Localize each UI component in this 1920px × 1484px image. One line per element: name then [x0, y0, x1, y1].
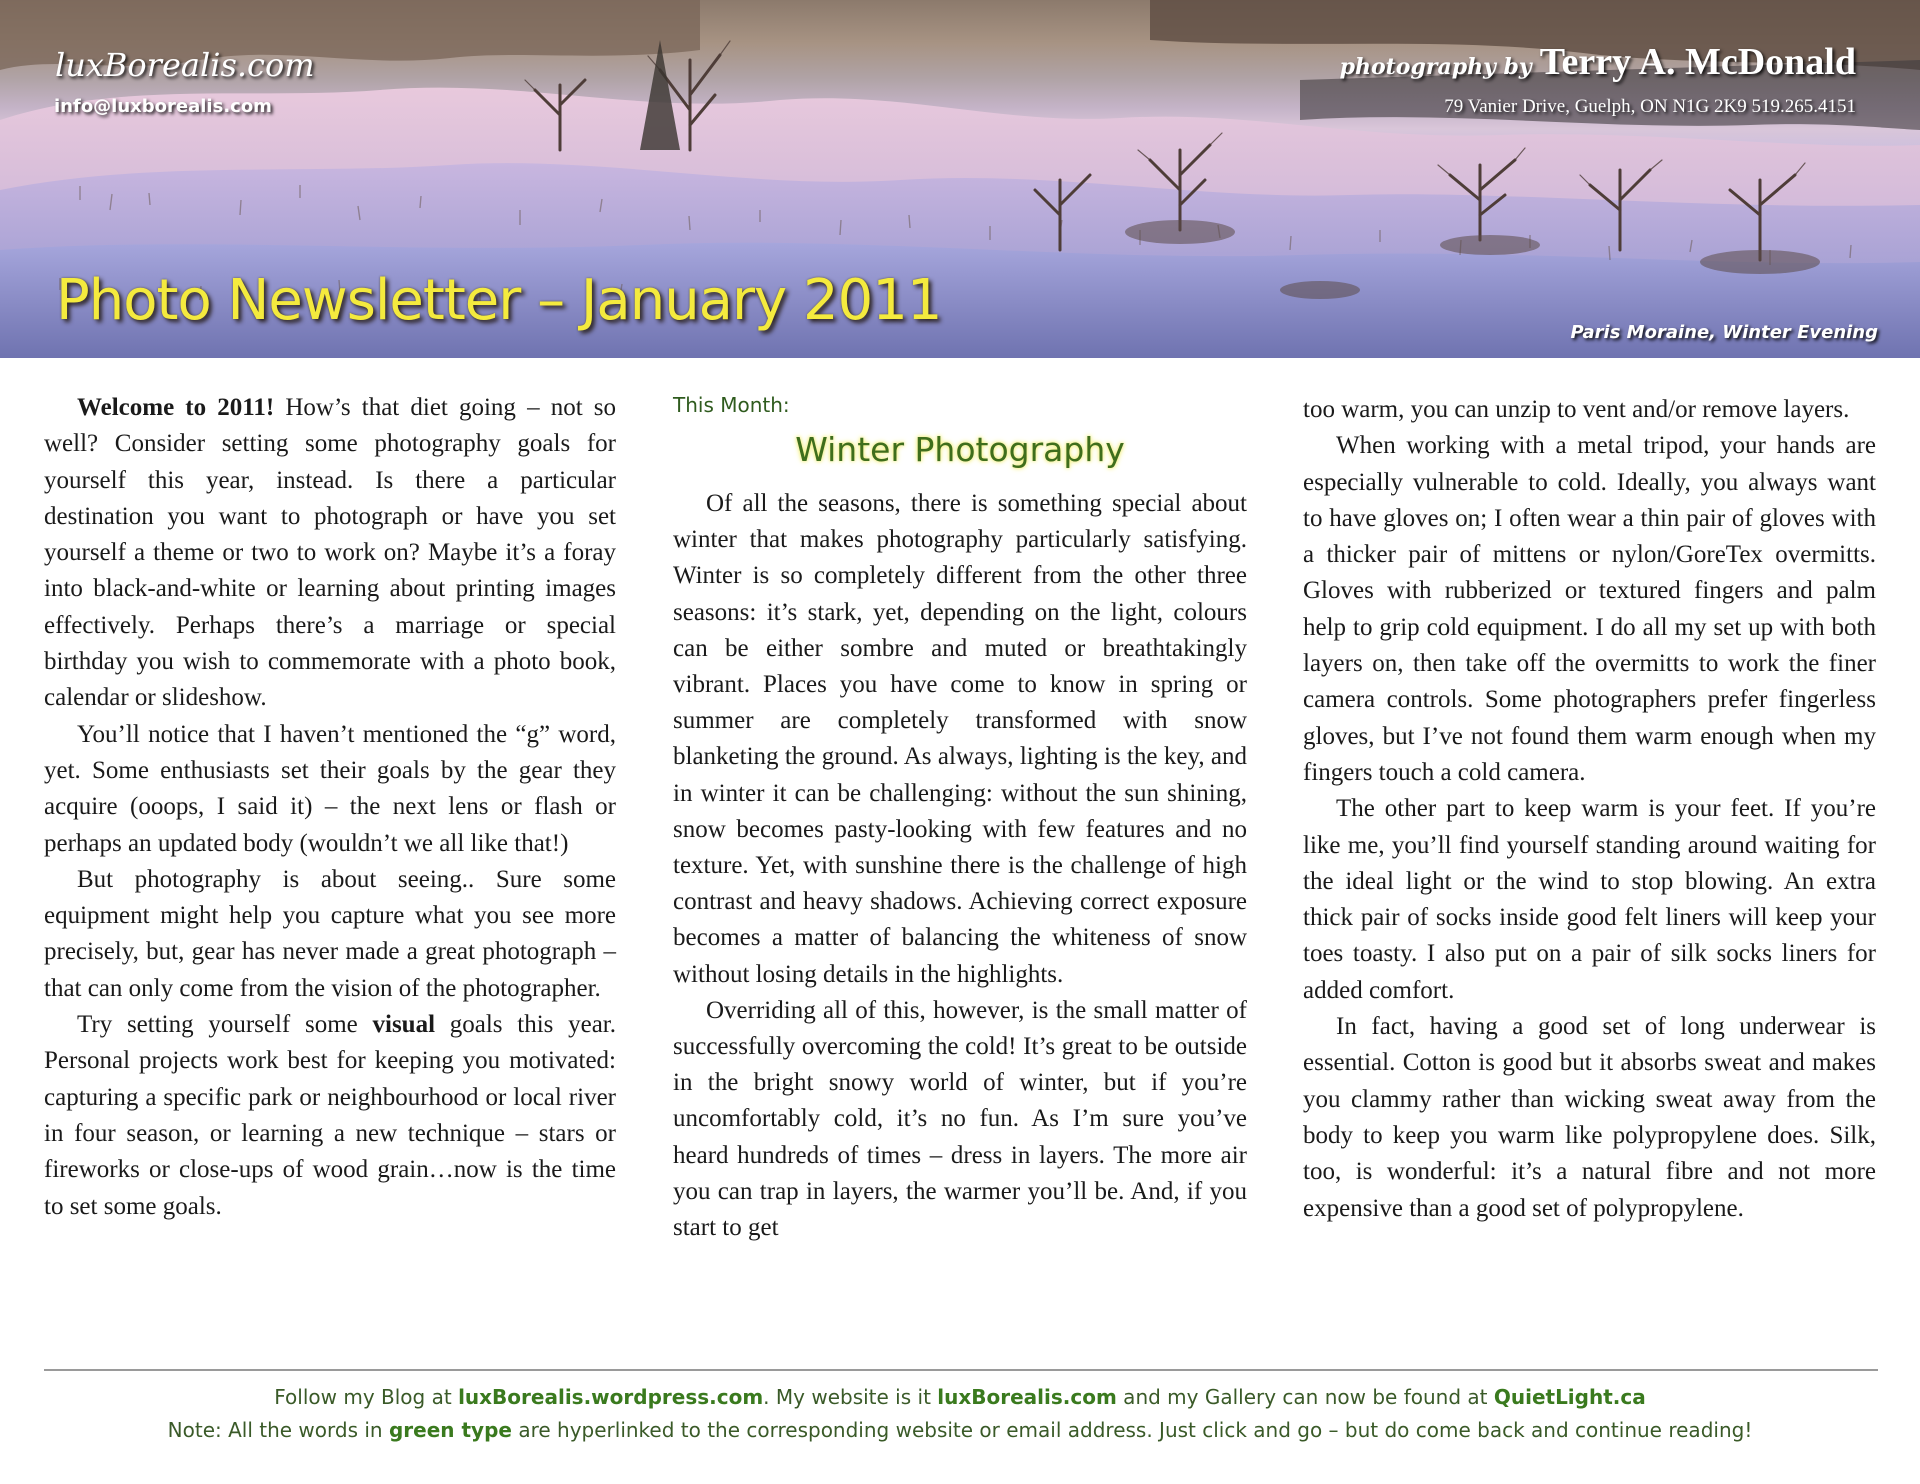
paragraph-text: Try setting yourself some — [77, 1011, 373, 1039]
paragraph: Overriding all of this, however, is the small matter of successfully overcoming the cold! It’s great to be outside in the bright snowy world of winter, but if you’re uncomfortably cold, it’s no fun. As I’m sure you’ve heard hundreds of times – dress in layers. The more air you can trap in layers, the warmer you’ll be. And, if you start to get — [673, 996, 1247, 1242]
contact-address: 79 Vanier Drive, Guelph, ON N1G 2K9 519.265.4151 — [1444, 96, 1856, 117]
paragraph: Of all the seasons, there is something special about winter that makes photography particularly satisfying. Winter is so completely different from the other three seasons: it’s stark, yet, depending on the light, colours can be either sombre and muted or breathtakingly vibrant. Places you have come to know in spring or summer are completely transformed with snow blanketing the ground. As always, lighting is the key, and in winter it can be challenging: without the sun shining, snow becomes pasty-looking with few features and no texture. Yet, with sunshine there is the challenge of high contrast and heavy shadows. Achieving correct exposure becomes a matter of balancing the whiteness of snow without losing details in the highlights. — [673, 490, 1247, 988]
paragraph: But photography is about seeing.. Sure some equipment might help you capture what you see more precisely, but, gear has never made a great photograph – that can only come from the vision of the photographer. — [44, 865, 616, 1002]
column-welcome — [44, 390, 616, 1225]
paragraph: The other part to keep warm is your feet. If you’re like me, you’ll find yourself standing around waiting for the ideal light or the wind to stop blowing. An extra thick pair of socks inside good felt liners will keep your toes toasty. I also put on a pair of silk socks liners for added comfort. — [1303, 795, 1876, 1004]
photographer-name: Terry A. McDonald — [1539, 41, 1856, 83]
emphasis-visual: visual — [372, 1011, 436, 1039]
this-month-label: This Month: — [673, 393, 790, 417]
section-title: Winter Photography — [795, 430, 1125, 469]
footer-links-line — [0, 1385, 1920, 1409]
paragraph-text: goals this year. Personal projects work best for keeping you motivated: capturing a specific park or neighbourhood or local river in four season, or learning a new technique – stars or fireworks or close-ups of wood grain…now is the time to set some goals. — [44, 1011, 617, 1220]
paragraph: You’ll notice that I haven’t mentioned the “g” word, yet. Some enthusiasts set their goals by the gear they acquire (ooops, I said it) – the next lens or flash or perhaps an updated body (wouldn’t we all like that!) — [44, 720, 616, 857]
blog-link[interactable]: luxBorealis.wordpress.com — [458, 1385, 764, 1409]
footer-text: are hyperlinked to the corresponding website or email address. Just click and go – but do come back and continue reading! — [511, 1418, 1753, 1442]
byline-prefix: photography by — [1339, 54, 1532, 80]
footer-text: . My website is it — [763, 1385, 938, 1409]
footer-text: Note: All the words in — [167, 1418, 389, 1442]
article-body — [673, 486, 1247, 1246]
photographer-byline — [1340, 40, 1856, 84]
footer-text: and my Gallery can now be found at — [1116, 1385, 1494, 1409]
footer-note-line — [0, 1418, 1920, 1442]
paragraph — [44, 390, 616, 717]
paragraph — [44, 1007, 616, 1225]
green-type-emphasis: green type — [388, 1418, 512, 1442]
footer-text: Follow my Blog at — [274, 1385, 459, 1409]
column-winter-photography — [673, 392, 1247, 1246]
paragraph-text: How’s that diet going – not so well? Consider setting some photography goals for yourself this year, instead. Is there a particular destination you want to photograph or have you set yourself a theme or two to work on? Maybe it’s a foray into black-and-white or learning about printing images effectively. Perhaps there’s a marriage or special birthday you wish to commemorate with a photo book, calendar or slideshow. — [44, 394, 616, 712]
paragraph: When working with a metal tripod, your hands are especially vulnerable to cold. Ideally, you always want to have gloves on; I often wear a thin pair of gloves with a thicker pair of mittens or nylon/GoreTex overmitts. Gloves with rubberized or textured fingers and palm help to grip cold equipment. I do all my set up with both layers on, then take off the overmitts to work the finer camera controls. Some photographers prefer fingerless gloves, but I’ve not found them warm enough when my fingers touch a cold camera. — [1303, 432, 1876, 786]
header-banner — [0, 0, 1920, 358]
newsletter-title: Photo Newsletter – January 2011 — [56, 268, 942, 333]
welcome-heading: Welcome to 2011! — [77, 394, 275, 421]
photo-caption: Paris Moraine, Winter Evening — [1570, 322, 1878, 343]
footer-divider — [44, 1369, 1878, 1371]
website-link[interactable]: luxBorealis.com — [937, 1385, 1117, 1409]
paragraph: In fact, having a good set of long underwear is essential. Cotton is good but it absorbs sweat and makes you clammy rather than wicking sweat away from the body to keep you warm like polypropylene does. Silk, too, is wonderful: it’s a natural fibre and not more expensive than a good set of polypropylene. — [1303, 1013, 1876, 1222]
paragraph: too warm, you can unzip to vent and/or remove layers. — [1303, 396, 1850, 423]
site-email-link[interactable]: info@luxborealis.com — [54, 96, 272, 117]
gallery-link[interactable]: QuietLight.ca — [1493, 1385, 1646, 1409]
site-name[interactable]: luxBorealis.com — [55, 46, 315, 84]
column-continued — [1303, 392, 1876, 1227]
